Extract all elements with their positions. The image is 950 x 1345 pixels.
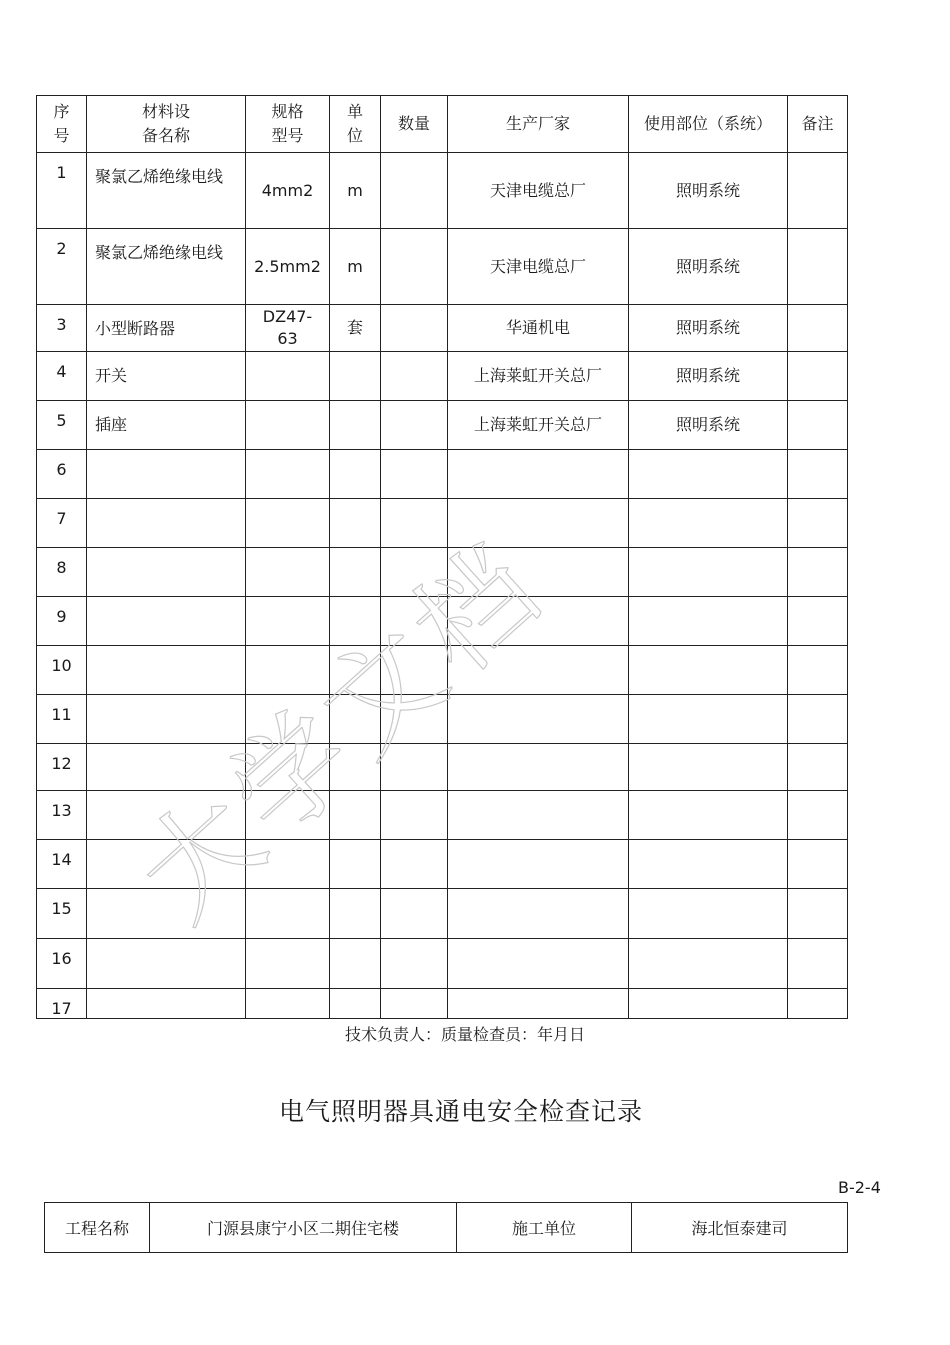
- cell-no: 8: [37, 548, 87, 597]
- cell-qty: [381, 744, 448, 791]
- cell-qty: [381, 695, 448, 744]
- cell-usage: 照明系统: [629, 153, 788, 229]
- cell-unit: [330, 840, 381, 889]
- cell-unit: [330, 548, 381, 597]
- table-row: [37, 889, 848, 939]
- cell-qty: [381, 229, 448, 305]
- cell-unit: [330, 401, 381, 450]
- cell-usage: [629, 989, 788, 1019]
- cell-unit: [330, 791, 381, 840]
- cell-spec: [246, 499, 330, 548]
- cell-usage: 照明系统: [629, 352, 788, 401]
- contractor-label: 施工单位: [457, 1203, 632, 1253]
- cell-spec: [246, 791, 330, 840]
- cell-name: [87, 840, 246, 889]
- document-title: 电气照明器具通电安全检查记录: [278, 1097, 643, 1126]
- cell-name: [87, 597, 246, 646]
- cell-unit: 套: [330, 305, 381, 352]
- cell-usage: [629, 499, 788, 548]
- cell-remark: [788, 989, 848, 1019]
- cell-name: [87, 889, 246, 939]
- table-row: [37, 939, 848, 989]
- cell-unit: [330, 597, 381, 646]
- cell-qty: [381, 597, 448, 646]
- cell-maker: 天津电缆总厂: [448, 153, 629, 229]
- cell-maker: [448, 889, 629, 939]
- cell-unit: m: [330, 229, 381, 305]
- cell-spec: [246, 840, 330, 889]
- cell-spec: [246, 450, 330, 499]
- contractor-value: 海北恒泰建司: [632, 1203, 848, 1253]
- cell-usage: [629, 840, 788, 889]
- form-code: B-2-4: [838, 1178, 881, 1197]
- project-name-value: 门源县康宁小区二期住宅楼: [150, 1203, 457, 1253]
- cell-remark: [788, 889, 848, 939]
- cell-no: 2: [37, 229, 87, 305]
- header-unit: 单 位: [330, 96, 381, 153]
- cell-qty: [381, 305, 448, 352]
- cell-no: 15: [37, 889, 87, 939]
- cell-qty: [381, 889, 448, 939]
- table-row: [37, 646, 848, 695]
- watermark-text: 大学文档: [114, 517, 570, 946]
- cell-no: 5: [37, 401, 87, 450]
- cell-spec: [246, 401, 330, 450]
- cell-unit: [330, 989, 381, 1019]
- cell-remark: [788, 548, 848, 597]
- cell-spec: DZ47-63: [246, 305, 330, 352]
- cell-usage: 照明系统: [629, 305, 788, 352]
- table-row: [37, 840, 848, 889]
- cell-unit: [330, 939, 381, 989]
- cell-spec: [246, 889, 330, 939]
- cell-remark: [788, 646, 848, 695]
- cell-usage: [629, 939, 788, 989]
- cell-unit: [330, 450, 381, 499]
- cell-name: 聚氯乙烯绝缘电线: [87, 229, 246, 305]
- cell-usage: [629, 548, 788, 597]
- cell-usage: [629, 791, 788, 840]
- cell-spec: [246, 597, 330, 646]
- cell-remark: [788, 597, 848, 646]
- table-row: [37, 989, 848, 1019]
- cell-spec: [246, 548, 330, 597]
- cell-name: [87, 939, 246, 989]
- cell-name: [87, 499, 246, 548]
- materials-table: [36, 95, 848, 1019]
- cell-remark: [788, 695, 848, 744]
- cell-name: [87, 744, 246, 791]
- cell-maker: 天津电缆总厂: [448, 229, 629, 305]
- cell-no: 4: [37, 352, 87, 401]
- cell-maker: [448, 939, 629, 989]
- cell-spec: 2.5mm2: [246, 229, 330, 305]
- header-no: 序 号: [37, 96, 87, 153]
- cell-unit: m: [330, 153, 381, 229]
- cell-usage: [629, 597, 788, 646]
- cell-spec: [246, 989, 330, 1019]
- cell-no: 17: [37, 989, 87, 1019]
- cell-unit: [330, 499, 381, 548]
- cell-spec: [246, 352, 330, 401]
- cell-unit: [330, 695, 381, 744]
- cell-spec: [246, 695, 330, 744]
- cell-maker: [448, 646, 629, 695]
- header-maker: 生产厂家: [448, 96, 629, 153]
- header-name: 材料设 备名称: [87, 96, 246, 153]
- cell-name: [87, 450, 246, 499]
- table-row: [37, 597, 848, 646]
- cell-maker: [448, 499, 629, 548]
- signature-line: 技术负责人：质量检查员：年月日: [344, 1025, 585, 1044]
- cell-qty: [381, 939, 448, 989]
- cell-usage: 照明系统: [629, 401, 788, 450]
- cell-remark: [788, 352, 848, 401]
- cell-name: 聚氯乙烯绝缘电线: [87, 153, 246, 229]
- cell-usage: [629, 695, 788, 744]
- cell-usage: [629, 450, 788, 499]
- cell-unit: [330, 646, 381, 695]
- table-row: [37, 548, 848, 597]
- cell-remark: [788, 305, 848, 352]
- cell-qty: [381, 646, 448, 695]
- cell-usage: [629, 646, 788, 695]
- cell-maker: [448, 791, 629, 840]
- header-remark: 备注: [788, 96, 848, 153]
- cell-name: 开关: [87, 352, 246, 401]
- cell-maker: 上海莱虹开关总厂: [448, 401, 629, 450]
- cell-qty: [381, 450, 448, 499]
- project-info-row: [45, 1203, 848, 1253]
- cell-qty: [381, 548, 448, 597]
- cell-name: [87, 646, 246, 695]
- cell-name: 插座: [87, 401, 246, 450]
- cell-remark: [788, 791, 848, 840]
- cell-qty: [381, 153, 448, 229]
- cell-name: [87, 989, 246, 1019]
- cell-unit: [330, 744, 381, 791]
- table-row: [37, 499, 848, 548]
- cell-no: 9: [37, 597, 87, 646]
- cell-usage: [629, 889, 788, 939]
- cell-unit: [330, 352, 381, 401]
- cell-remark: [788, 401, 848, 450]
- cell-no: 1: [37, 153, 87, 229]
- cell-spec: [246, 939, 330, 989]
- table-row: [37, 695, 848, 744]
- cell-qty: [381, 352, 448, 401]
- cell-unit: [330, 889, 381, 939]
- cell-qty: [381, 499, 448, 548]
- table-row: [37, 450, 848, 499]
- table-row: [37, 791, 848, 840]
- cell-qty: [381, 840, 448, 889]
- cell-maker: 华通机电: [448, 305, 629, 352]
- cell-spec: [246, 646, 330, 695]
- cell-remark: [788, 229, 848, 305]
- cell-remark: [788, 744, 848, 791]
- cell-maker: [448, 548, 629, 597]
- table-row: [37, 229, 848, 305]
- table-row: [37, 153, 848, 229]
- cell-name: [87, 695, 246, 744]
- cell-remark: [788, 939, 848, 989]
- table-row: [37, 744, 848, 791]
- cell-spec: 4mm2: [246, 153, 330, 229]
- cell-name: [87, 791, 246, 840]
- cell-maker: [448, 989, 629, 1019]
- cell-no: 3: [37, 305, 87, 352]
- cell-no: 10: [37, 646, 87, 695]
- cell-maker: [448, 597, 629, 646]
- cell-no: 13: [37, 791, 87, 840]
- cell-name: [87, 548, 246, 597]
- cell-qty: [381, 401, 448, 450]
- header-row: [37, 96, 848, 153]
- table-row: [37, 401, 848, 450]
- cell-maker: [448, 840, 629, 889]
- table-row: [37, 352, 848, 401]
- cell-maker: 上海莱虹开关总厂: [448, 352, 629, 401]
- cell-no: 16: [37, 939, 87, 989]
- table-row: [37, 305, 848, 352]
- cell-remark: [788, 840, 848, 889]
- header-qty: 数量: [381, 96, 448, 153]
- cell-spec: [246, 744, 330, 791]
- cell-remark: [788, 153, 848, 229]
- cell-no: 6: [37, 450, 87, 499]
- cell-maker: [448, 450, 629, 499]
- cell-maker: [448, 744, 629, 791]
- header-spec: 规格 型号: [246, 96, 330, 153]
- project-info-table: [44, 1202, 848, 1253]
- cell-maker: [448, 695, 629, 744]
- project-name-label: 工程名称: [45, 1203, 150, 1253]
- cell-usage: 照明系统: [629, 229, 788, 305]
- cell-remark: [788, 499, 848, 548]
- cell-remark: [788, 450, 848, 499]
- cell-no: 11: [37, 695, 87, 744]
- cell-qty: [381, 791, 448, 840]
- header-usage: 使用部位（系统）: [629, 96, 788, 153]
- materials-body: [37, 153, 848, 1019]
- cell-usage: [629, 744, 788, 791]
- cell-name: 小型断路器: [87, 305, 246, 352]
- cell-no: 12: [37, 744, 87, 791]
- cell-no: 14: [37, 840, 87, 889]
- cell-qty: [381, 989, 448, 1019]
- cell-no: 7: [37, 499, 87, 548]
